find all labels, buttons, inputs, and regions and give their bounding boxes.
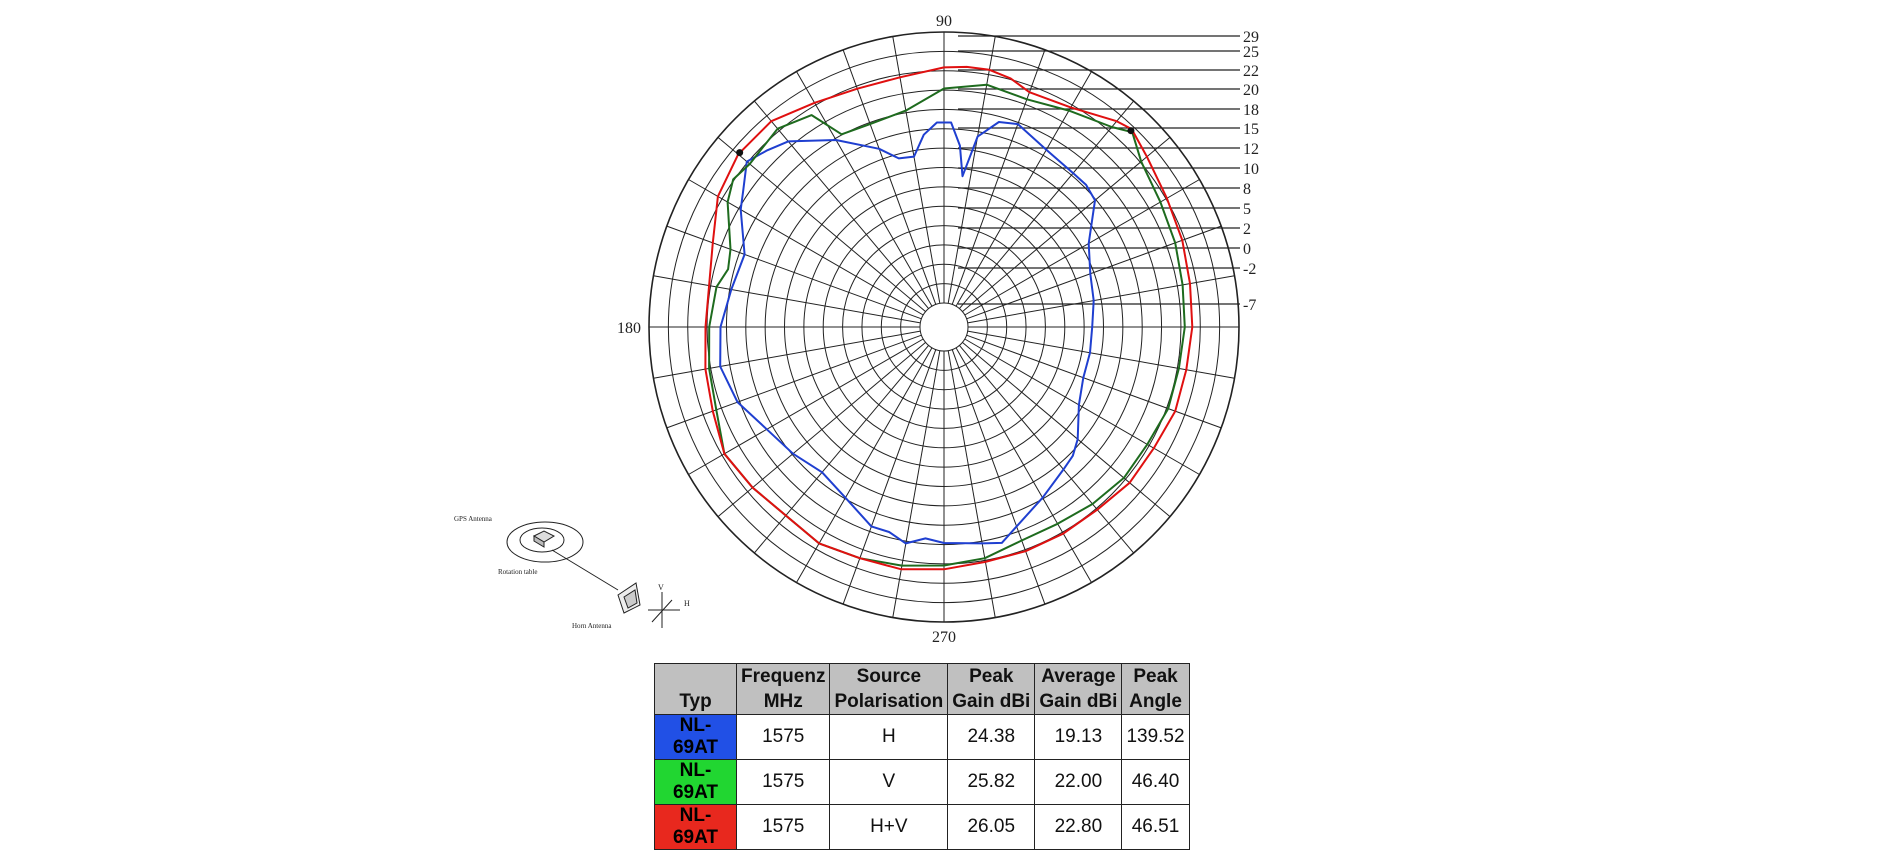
results-table — [654, 663, 1190, 850]
grid-spoke — [948, 351, 995, 618]
header-angle-l1: Peak — [1133, 666, 1178, 687]
series-group — [705, 67, 1192, 569]
radial-tick-label: 10 — [1243, 161, 1259, 178]
series-v-line — [709, 85, 1185, 566]
grid-spoke — [968, 331, 1235, 378]
angle-label: 90 — [936, 13, 952, 30]
header-avg-l2: Gain dBi — [1039, 691, 1118, 712]
radial-tick-label: 25 — [1243, 44, 1259, 61]
row-polarisation: H — [830, 715, 948, 760]
row-typ: NL-69AT — [655, 805, 737, 850]
polar-grid — [649, 32, 1239, 622]
row-typ: NL-69AT — [655, 760, 737, 805]
header-typ-label: Typ — [679, 691, 712, 712]
table-row — [655, 760, 1190, 805]
header-peak-l1: Peak — [969, 666, 1014, 687]
radial-tick-label: 2 — [1243, 221, 1251, 238]
radial-tick-label: 15 — [1243, 121, 1259, 138]
radial-tick-label: -2 — [1243, 261, 1257, 278]
row-average-gain: 19.13 — [1035, 715, 1122, 760]
header-peak-angle — [1122, 664, 1189, 715]
peak-marker — [736, 149, 743, 156]
row-peak-gain: 26.05 — [948, 805, 1035, 850]
radial-tick-label: 20 — [1243, 82, 1259, 99]
radial-tick-label: 0 — [1243, 241, 1251, 258]
grid-spoke — [653, 276, 920, 323]
radial-tick-label: 5 — [1243, 201, 1251, 218]
header-peak-gain — [948, 664, 1035, 715]
angle-label: 180 — [617, 320, 641, 337]
header-average-gain — [1035, 664, 1122, 715]
connection-line — [552, 550, 618, 590]
table-row — [655, 805, 1190, 850]
radial-tick-label: -7 — [1243, 297, 1257, 314]
header-angle-l2: Angle — [1129, 691, 1182, 712]
grid-spoke — [959, 345, 1133, 553]
row-typ: NL-69AT — [655, 715, 737, 760]
header-peak-l2: Gain dBi — [952, 691, 1031, 712]
angle-label: 270 — [932, 629, 956, 646]
peak-marker — [1127, 127, 1134, 134]
row-polarisation: V — [830, 760, 948, 805]
row-peak-angle: 139.52 — [1122, 715, 1189, 760]
grid-spoke — [948, 36, 995, 303]
grid-spoke — [754, 345, 928, 553]
v-label: V — [658, 583, 664, 592]
series-h-line — [720, 122, 1095, 543]
row-average-gain: 22.00 — [1035, 760, 1122, 805]
header-pol-l2: Polarisation — [834, 691, 944, 712]
series-hplusv-line — [705, 67, 1192, 569]
table-row — [655, 715, 1190, 760]
row-average-gain: 22.80 — [1035, 805, 1122, 850]
grid-spoke — [968, 276, 1235, 323]
h-label: H — [684, 599, 690, 608]
grid-spoke — [718, 342, 926, 516]
row-frequenz: 1575 — [737, 805, 830, 850]
row-peak-angle: 46.51 — [1122, 805, 1189, 850]
row-peak-gain: 24.38 — [948, 715, 1035, 760]
row-peak-gain: 25.82 — [948, 760, 1035, 805]
header-frequenz — [737, 664, 830, 715]
header-avg-l1: Average — [1041, 666, 1116, 687]
header-frequenz-l2: MHz — [763, 691, 803, 712]
radial-tick-label: 18 — [1243, 102, 1259, 119]
radial-tick-label: 22 — [1243, 63, 1259, 80]
header-frequenz-l1: Frequenz — [741, 666, 826, 687]
gps-antenna-label: GPS Antenna — [454, 515, 492, 523]
horn-antenna-label: Horn Antenna — [572, 622, 612, 630]
grid-spoke — [962, 342, 1170, 516]
header-typ — [655, 664, 737, 715]
row-peak-angle: 46.40 — [1122, 760, 1189, 805]
radial-tick-label: 8 — [1243, 181, 1251, 198]
header-pol-l1: Source — [856, 666, 922, 687]
grid-spoke — [893, 351, 940, 618]
grid-spoke — [962, 137, 1170, 311]
rotation-table-label: Rotation table — [498, 568, 538, 576]
table-header-row — [655, 664, 1190, 715]
grid-spoke — [754, 101, 928, 309]
radial-tick-label: 29 — [1243, 29, 1259, 46]
measurement-diagram — [440, 500, 710, 645]
row-frequenz: 1575 — [737, 760, 830, 805]
header-polarisation — [830, 664, 948, 715]
grid-spoke — [653, 331, 920, 378]
row-frequenz: 1575 — [737, 715, 830, 760]
radial-tick-label: 12 — [1243, 141, 1259, 158]
grid-ring — [920, 303, 968, 351]
row-polarisation: H+V — [830, 805, 948, 850]
